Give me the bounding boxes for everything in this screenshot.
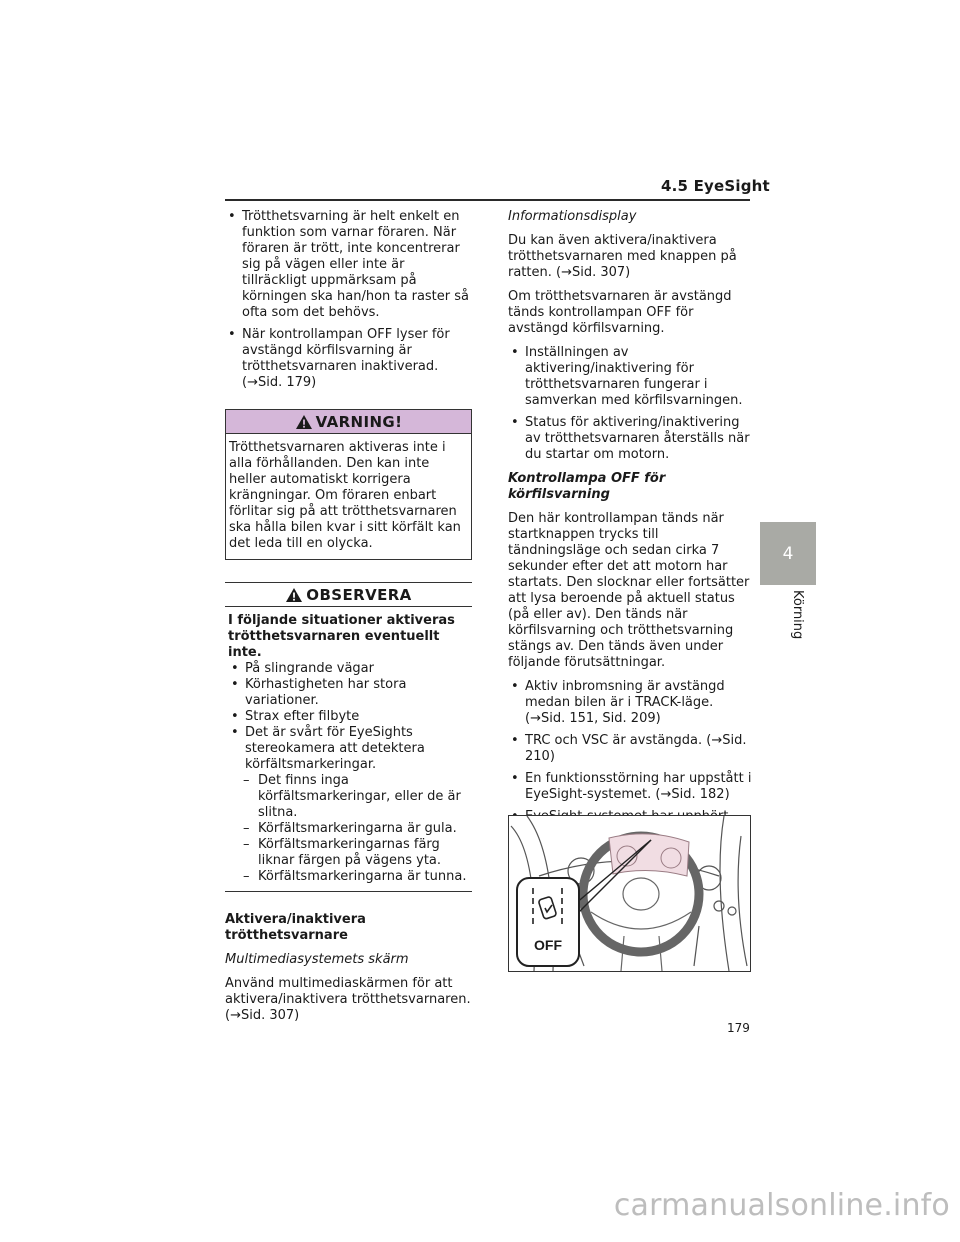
lamp-heading: Kontrollampa OFF för körfilsvarning: [508, 471, 666, 502]
observera-body: [225, 607, 472, 891]
off-label: OFF: [534, 937, 562, 953]
caution-icon: [285, 587, 303, 603]
page-number: 179: [727, 1021, 750, 1035]
sub-list-item: – Körfältsmarkeringarna är gula.: [243, 821, 472, 837]
right-column: [508, 209, 752, 849]
chapter-number: 4: [782, 543, 794, 564]
list-item: • Trötthetsvarning är helt enkelt en funktion som varnar föraren. När föraren är trött, inte koncentrerar sig på vägen eller inte är tillräckligt uppmärksam på körningen ska han/hon ta raster så ofta som det behövs.: [225, 209, 472, 321]
info-label: Informationsdisplay: [508, 209, 637, 224]
list-item: • Inställningen av aktivering/inaktivering för trötthetsvarnaren fungerar i samverkan med körfilsvarningen.: [508, 345, 752, 409]
list-item: • Det är svårt för EyeSights stereokamera att detektera körfältsmarkeringar.: [228, 725, 472, 773]
list-item: • Strax efter filbyte: [228, 709, 472, 725]
sub-list-item: – Det finns inga körfältsmarkeringar, eller de är slitna.: [243, 773, 472, 821]
warning-title: VARNING!: [315, 412, 403, 431]
warning-triangle-icon: [295, 414, 313, 430]
list-item: • När kontrollampan OFF lyser för avstängd körfilsvarning är trötthetsvarnaren inaktiverad. (→Sid. 179): [225, 327, 472, 391]
list-item: • Aktiv inbromsning är avstängd medan bilen är i TRACK-läge. (→Sid. 151, Sid. 209): [508, 679, 752, 727]
warning-header: [226, 410, 471, 434]
list-item: • Status för aktivering/inaktivering av trötthetsvarnaren återställs när du startar om motorn.: [508, 415, 752, 463]
dashboard-illustration: [508, 815, 751, 972]
observera-header: [225, 583, 472, 607]
section-title: 4.5 EyeSight: [661, 177, 770, 195]
chapter-tab: [760, 522, 816, 585]
chapter-label: [760, 590, 816, 650]
intro-bullet-list: [225, 209, 472, 391]
observera-title: OBSERVERA: [306, 585, 412, 604]
chapter-label-text: Körning: [790, 590, 805, 640]
info-text: Du kan även aktivera/inaktivera trötthetsvarnaren med knappen på ratten. (→Sid. 307): [508, 233, 737, 280]
warning-box: [225, 409, 472, 560]
observera-box: [225, 582, 472, 892]
sub-list-item: – Körfältsmarkeringarna är tunna.: [243, 869, 472, 885]
sub-list-item: – Körfältsmarkeringarnas färg liknar färgen på vägens yta.: [243, 837, 472, 869]
dashboard-drawing: [509, 816, 750, 971]
settings-bullet-list: [508, 345, 752, 463]
observera-sublist: [228, 773, 472, 885]
list-item: • TRC och VSC är avstängda. (→Sid. 210): [508, 733, 752, 765]
observera-list: [228, 661, 472, 773]
left-column: [225, 209, 472, 1032]
activate-heading: Aktivera/inaktivera trötthetsvarnare: [225, 912, 366, 943]
list-item: • Körhastigheten har stora variationer.: [228, 677, 472, 709]
warning-body: Trötthetsvarnaren aktiveras inte i alla förhållanden. Den kan inte heller automatiskt korrigera krängningar. Om föraren enbart förlitar sig på att trötthetsvarnaren ska hålla bilen kvar i sitt körfält kan det leda till en olycka.: [229, 440, 461, 551]
off-text: Om trötthetsvarnaren är avstängd tänds kontrollampan OFF för avstängd körfilsvarning.: [508, 289, 732, 336]
lamp-text: Den här kontrollampan tänds när startknappen trycks till tändningsläge och sedan cirka 7 sekunder efter det att motorn har startats. Den slocknar eller fortsätter att lysa beroende på aktuell status (på eller av). Den tänds när körfilsvarning och trötthetsvarning stängs av. Den tänds även under följande förutsättningar.: [508, 511, 750, 670]
multimedia-label: Multimediasystemets skärm: [225, 952, 409, 967]
observera-intro: I följande situationer aktiveras trötthetsvarnaren eventuellt inte.: [228, 613, 455, 660]
list-item: • En funktionsstörning har uppstått i EyeSight-systemet. (→Sid. 182): [508, 771, 752, 803]
footer-site: carmanualsonline.info: [613, 1188, 950, 1223]
multimedia-text: Använd multimediaskärmen för att aktivera/inaktivera trötthetsvarnaren. (→Sid. 307): [225, 976, 471, 1023]
list-item: • På slingrande vägar: [228, 661, 472, 677]
header-rule: [225, 199, 750, 201]
